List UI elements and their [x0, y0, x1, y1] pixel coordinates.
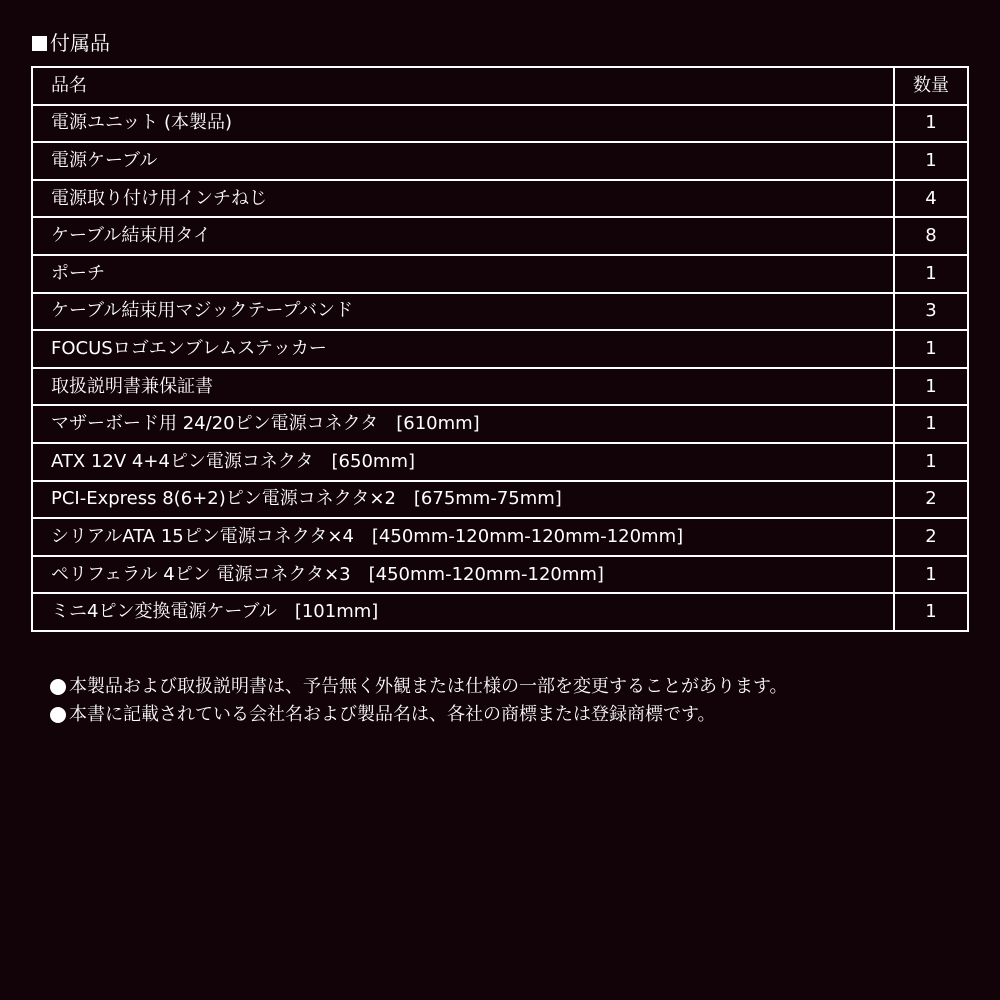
table-row [32, 518, 968, 556]
item-qty-cell: 2 [894, 518, 968, 556]
table-row [32, 443, 968, 481]
item-qty-cell: 1 [894, 105, 968, 143]
table-row [32, 105, 968, 143]
black-square-icon [32, 36, 47, 51]
section-title [32, 29, 110, 57]
item-name-cell: シリアルATA 15ピン電源コネクタ×4 [450mm-120mm-120mm-120mm] [32, 518, 894, 556]
item-qty-cell: 1 [894, 593, 968, 631]
accessories-table-body [32, 67, 968, 631]
accessories-table [31, 66, 969, 632]
item-qty-cell: 4 [894, 180, 968, 218]
table-row [32, 293, 968, 331]
table-row [32, 556, 968, 594]
note-line [50, 701, 788, 729]
table-row [32, 217, 968, 255]
note-text: 本製品および取扱説明書は、予告無く外観または仕様の一部を変更することがあります。 [69, 676, 788, 697]
item-name-cell: 電源ユニット (本製品) [32, 105, 894, 143]
item-name-cell: マザーボード用 24/20ピン電源コネクタ [610mm] [32, 405, 894, 443]
item-name-cell: ケーブル結束用マジックテープバンド [32, 293, 894, 331]
item-qty-cell: 8 [894, 217, 968, 255]
item-name-cell: PCI-Express 8(6+2)ピン電源コネクタ×2 [675mm-75mm] [32, 481, 894, 519]
item-name-cell: FOCUSロゴエンブレムステッカー [32, 330, 894, 368]
bullet-icon [50, 707, 66, 723]
item-qty-cell: 3 [894, 293, 968, 331]
item-qty-cell: 1 [894, 368, 968, 406]
bullet-icon [50, 679, 66, 695]
item-qty-cell: 1 [894, 330, 968, 368]
table-row [32, 593, 968, 631]
item-qty-cell: 1 [894, 443, 968, 481]
item-name-cell: ケーブル結束用タイ [32, 217, 894, 255]
item-qty-cell: 1 [894, 556, 968, 594]
notes [50, 673, 788, 729]
item-name-cell: 電源ケーブル [32, 142, 894, 180]
table-row [32, 142, 968, 180]
note-line [50, 673, 788, 701]
item-qty-cell: 1 [894, 255, 968, 293]
item-name-cell: 取扱説明書兼保証書 [32, 368, 894, 406]
table-row [32, 180, 968, 218]
item-name-cell: ミニ4ピン変換電源ケーブル [101mm] [32, 593, 894, 631]
note-text: 本書に記載されている会社名および製品名は、各社の商標または登録商標です。 [69, 704, 716, 725]
item-qty-cell: 1 [894, 405, 968, 443]
table-header-row [32, 67, 968, 105]
header-qty-cell: 数量 [894, 67, 968, 105]
item-name-cell: ペリフェラル 4ピン 電源コネクタ×3 [450mm-120mm-120mm] [32, 556, 894, 594]
table-row [32, 368, 968, 406]
item-name-cell: ATX 12V 4+4ピン電源コネクタ [650mm] [32, 443, 894, 481]
item-name-cell: ポーチ [32, 255, 894, 293]
table-row [32, 405, 968, 443]
item-qty-cell: 1 [894, 142, 968, 180]
section-title-text: 付属品 [50, 31, 110, 55]
table-row [32, 330, 968, 368]
table-row [32, 481, 968, 519]
item-name-cell: 電源取り付け用インチねじ [32, 180, 894, 218]
item-qty-cell: 2 [894, 481, 968, 519]
table-row [32, 255, 968, 293]
header-name-cell: 品名 [32, 67, 894, 105]
